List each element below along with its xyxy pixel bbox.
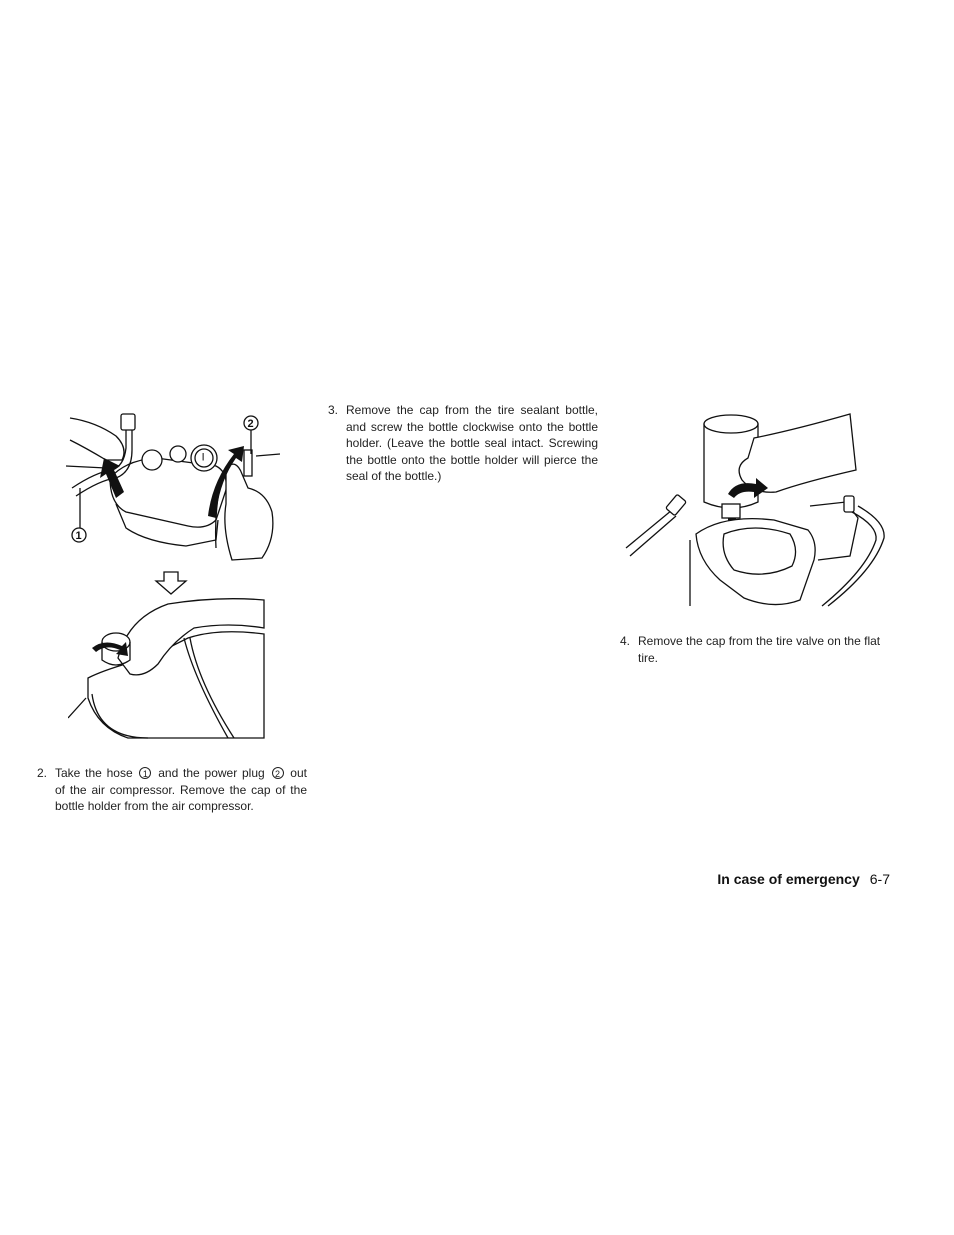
step-3 — [328, 402, 598, 485]
footer-section-title: In case of emergency — [717, 871, 860, 887]
dial-needle: | — [202, 452, 205, 461]
step-2 — [37, 765, 307, 815]
step-2-text-b: and the power plug — [158, 766, 265, 780]
page-footer — [717, 871, 890, 887]
footer-page-number: 6-7 — [869, 871, 890, 887]
figure-screw-bottle — [624, 410, 890, 610]
step-4-text: Remove the cap from the tire valve on the flat tire. — [638, 634, 881, 665]
figure-remove-hose-and-plug — [66, 408, 280, 568]
callout-2: 2 — [247, 418, 254, 430]
inline-callout-1: 1 — [139, 767, 151, 779]
step-2-text-a: Take the hose — [55, 766, 133, 780]
step-2-number: 2. — [37, 766, 48, 780]
step-4 — [620, 633, 890, 666]
step-4-number: 4. — [620, 634, 631, 648]
figure-remove-holder-cap — [68, 598, 268, 744]
step-2-text-c: out of the air compressor. Remove the cap of the bottle holder from the air compressor. — [55, 766, 307, 813]
step-3-number: 3. — [328, 403, 339, 417]
down-arrow-icon — [154, 571, 188, 595]
callout-1: 1 — [75, 530, 82, 542]
inline-callout-2: 2 — [272, 767, 284, 779]
step-3-text: Remove the cap from the tire sealant bottle, and screw the bottle clockwise onto the bottle holder. (Leave the bottle seal intact. Screwing the bottle onto the bottle holder will pierce the seal of the bottle.) — [346, 403, 598, 483]
